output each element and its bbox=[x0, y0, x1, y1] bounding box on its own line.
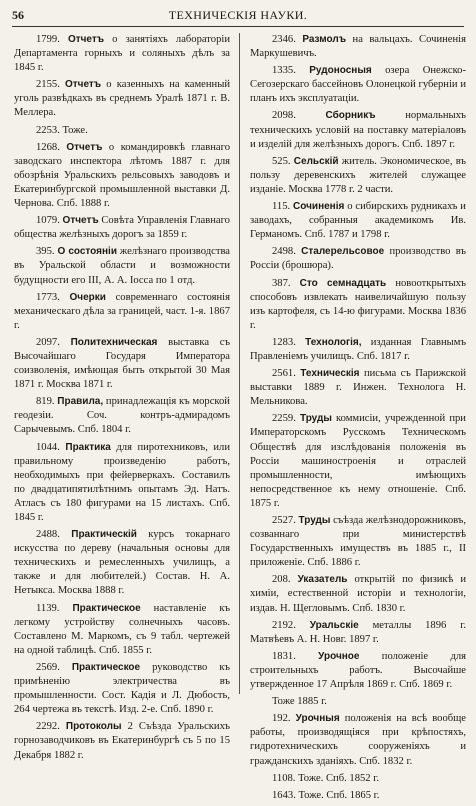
entry-keyword: Отчетъ bbox=[67, 34, 105, 45]
entry-number: 1831. bbox=[272, 650, 296, 662]
catalog-entry bbox=[250, 573, 466, 615]
entry-keyword: Сельскій bbox=[293, 155, 339, 167]
entry-number: 1773. bbox=[36, 291, 60, 303]
entry-text: изданная Главнымъ Правленіемъ училищъ. Спб. 1817 г. bbox=[250, 336, 466, 362]
catalog-entry bbox=[14, 78, 230, 120]
catalog-entry bbox=[14, 528, 230, 598]
catalog-entry bbox=[250, 33, 466, 61]
entry-keyword: Практическое bbox=[71, 661, 141, 673]
entry-keyword: О состояніи bbox=[57, 246, 117, 258]
catalog-entry bbox=[14, 141, 230, 211]
entry-number: 395. bbox=[36, 246, 55, 258]
entry-number: 2488. bbox=[36, 529, 60, 541]
entry-number: 2569. bbox=[36, 661, 60, 673]
catalog-entry bbox=[250, 772, 466, 786]
catalog-entry bbox=[250, 155, 466, 197]
entry-text: о командировкѣ главнаго заводскаго инспектора лѣтомъ 1887 г. для обозрѣнія Уральскихъ рельсовыхъ заводовъ и Екатеринбургской промышленной выставки Д. Чернова. Спб. 1888 г. bbox=[14, 141, 230, 210]
entry-text: о казенныхъ на каменный уголь развѣдкахъ въ среднемъ Уралѣ 1871 г. В. Меллера. bbox=[14, 79, 230, 119]
entry-keyword: Сталерельсовое bbox=[301, 246, 385, 258]
column-divider bbox=[239, 33, 240, 694]
entry-number: 819. bbox=[36, 396, 55, 408]
entry-keyword: Размолъ bbox=[302, 34, 347, 45]
entry-keyword: Указатель bbox=[297, 574, 348, 586]
catalog-entry bbox=[14, 661, 230, 717]
entry-text: 2 Съѣзда Уральскихъ горнозаводчиковъ въ Екатеринбургѣ съ 5 по 15 Декабря 1882 г. bbox=[14, 721, 230, 761]
entry-text: для пиротехниковъ, или правильному произведенію работъ, необходимыхъ при фейерверкахъ. Составилъ по двадцатипятилѣтнимъ опытамъ Эд. Натъ. Атласъ съ 180 фигурами на 15 листахъ. Спб. 1845 г. bbox=[14, 441, 230, 523]
entry-number: 1335. bbox=[272, 65, 296, 77]
catalog-entry bbox=[250, 619, 466, 647]
entry-text: письма съ Парижской выставки 1889 г. Инжен. Технолога Н. Мельникова. bbox=[250, 368, 466, 408]
entry-text: о занятіяхъ лабораторіи Департамента горныхъ и соляныхъ дѣлъ за 1845 г. bbox=[14, 34, 231, 74]
entry-number: 2561. bbox=[272, 368, 296, 380]
catalog-entry bbox=[250, 64, 466, 106]
entry-number: 1079. bbox=[36, 215, 60, 227]
entry-text: принадлежащія къ морской геодезіи. Соч. контръ-адмирадомъ Сарычевымъ. Спб. 1804 г. bbox=[14, 396, 230, 436]
entry-keyword: Очерки bbox=[69, 291, 106, 303]
entry-keyword: Рудоносныя bbox=[309, 65, 372, 77]
catalog-entry bbox=[14, 124, 230, 138]
catalog-entry bbox=[250, 712, 466, 768]
entry-number: 1283. bbox=[272, 336, 296, 348]
entry-text: желѣзнаго производства въ Уральской области и возможности будущности его III, А. А. Iосса по 1 отд. bbox=[14, 246, 231, 286]
entry-keyword: Отчетъ bbox=[62, 215, 99, 227]
entry-number: 1044. bbox=[36, 441, 60, 453]
entry-number: 1643. bbox=[272, 789, 296, 801]
entry-keyword: Сборникъ bbox=[325, 110, 376, 122]
catalog-entry bbox=[250, 336, 466, 364]
entry-keyword: Правила, bbox=[57, 396, 104, 408]
catalog-entry bbox=[14, 214, 230, 242]
catalog-entry bbox=[250, 412, 466, 511]
entry-number: 2498. bbox=[272, 246, 296, 258]
catalog-entry bbox=[250, 277, 466, 333]
catalog-entry bbox=[250, 695, 466, 709]
entry-text: современнаго состоянія механическаго дѣла за границей, част. 1-я. 1867 г. bbox=[14, 291, 230, 331]
catalog-entry bbox=[14, 245, 230, 287]
running-title: ТЕХНИЧЕСКІЯ НАУКИ. bbox=[168, 8, 308, 22]
entry-text: коммисіи, учрежденной при Императорскомъ Русскомъ Техническомъ Обществѣ для изслѣдованія положенія въ Россіи машиностроенія и отраслей промышленности, имѣющихъ непосредственное къ нему отношеніе. Спб. 1875 г. bbox=[250, 413, 466, 509]
right-column bbox=[250, 33, 466, 806]
catalog-entry bbox=[14, 602, 230, 658]
entry-number: 192. bbox=[272, 713, 291, 725]
catalog-entry bbox=[250, 245, 466, 273]
entry-keyword: Уральскіе bbox=[309, 619, 359, 631]
entry-text: озера Онежско-Сегозерскаго бассейновъ Олонецкой губерніи и планъ ихъ эксплуатаціи. bbox=[250, 65, 467, 105]
entry-text: Совѣта Управленія Главнаго общества желѣзныхъ дорогъ за 1859 г. bbox=[14, 215, 230, 241]
entry-keyword: Практика bbox=[65, 441, 111, 453]
catalog-entry bbox=[14, 33, 230, 75]
entry-number: 387. bbox=[272, 277, 291, 289]
entry-text: производство въ Россіи (брошюра). bbox=[250, 246, 466, 272]
entry-number: 2259. bbox=[272, 413, 296, 425]
entry-number: 2346. bbox=[272, 34, 296, 45]
entry-number: 1139. bbox=[36, 602, 60, 614]
catalog-entry bbox=[14, 291, 230, 333]
entry-keyword: Техническія bbox=[300, 368, 360, 380]
entry-text: Тоже. Спб. 1865 г. bbox=[298, 789, 380, 801]
catalog-entry bbox=[14, 336, 230, 392]
catalog-entry bbox=[14, 441, 230, 526]
entry-number: 1799. bbox=[36, 34, 60, 45]
entry-text: положенія на всѣ вообще работы, производящіяся при крѣпостяхъ, гидротехническихъ сооруженіяхъ и гражданскихъ зданіяхъ. Спб. 1832 г. bbox=[250, 713, 466, 767]
catalog-entry bbox=[250, 650, 466, 692]
catalog-entry bbox=[250, 514, 466, 570]
entry-number: 1108. bbox=[272, 772, 296, 784]
entry-text: на вальцахъ. Сочиненія Маркушевичъ. bbox=[250, 34, 466, 60]
catalog-entry bbox=[250, 367, 466, 409]
entry-number: 1268. bbox=[36, 141, 60, 153]
entry-number: 208. bbox=[272, 574, 291, 586]
entry-number: 2292. bbox=[36, 721, 60, 733]
entry-text: житель. Экономическое, въ пользу деревенскихъ жителей служащее изданіе. Москва 1778 г. 2 части. bbox=[250, 155, 466, 195]
entry-number: 2253. bbox=[36, 124, 60, 136]
entry-keyword: Сто семнадцать bbox=[299, 277, 387, 289]
entry-keyword: Технологія, bbox=[305, 336, 362, 348]
entry-text: металлы 1896 г. Матвѣевъ А. Н. Новг. 1897 г. bbox=[250, 619, 467, 645]
entry-keyword: Урочное bbox=[318, 650, 360, 662]
entry-keyword: Сочиненія bbox=[293, 201, 345, 213]
entry-number: 2192. bbox=[272, 619, 296, 631]
entry-text: Тоже. bbox=[62, 124, 88, 136]
catalog-entry bbox=[250, 200, 466, 242]
entry-text: руководство къ примѣненію электричества въ промышленности. Сост. Кадія и Л. Дюбость, 264 чертежа въ текстѣ. Изд. 2-е. Спб. 1890 г. bbox=[14, 661, 230, 716]
page-number: 56 bbox=[12, 8, 24, 22]
catalog-entry bbox=[250, 109, 466, 151]
entry-text: нормальныхъ техническихъ условій на поставку матеріаловъ и изделій для желѣзныхъ дорогъ. Спб. 1897 г. bbox=[250, 110, 466, 150]
entry-keyword: Урочныя bbox=[295, 713, 340, 725]
entry-number: 2097. bbox=[36, 336, 60, 348]
entry-number: 2098. bbox=[272, 110, 296, 122]
entry-keyword: Труды bbox=[298, 515, 331, 526]
entry-keyword: Отчетъ bbox=[66, 141, 103, 153]
entry-keyword: Политехническая bbox=[70, 336, 158, 348]
entry-keyword: Протоколы bbox=[65, 721, 122, 733]
catalog-entry bbox=[14, 395, 230, 437]
entry-text: Тоже. Спб. 1852 г. bbox=[298, 772, 380, 784]
entry-text: о сибирскихъ рудникахъ и заводахъ, собранныя академикомъ Ив. Германомъ. Спб. 1787 и 1798 г. bbox=[250, 201, 466, 241]
entry-text: Тоже 1885 г. bbox=[272, 696, 327, 708]
entry-keyword: Труды bbox=[299, 413, 332, 425]
header-rule bbox=[12, 26, 464, 27]
entry-text: наставленіе къ легкому устройству солнечныхъ часовъ. Составлено М. Маркомъ, съ 9 табл. чертежей на одной таблицѣ. Спб. 1855 г. bbox=[14, 602, 230, 656]
entry-number: 2155. bbox=[36, 79, 60, 91]
entry-text: открытій по физикѣ и химіи, естественной исторіи и технологіи, издав. Н. Щегловымъ. Спб. 1830 г. bbox=[250, 574, 466, 614]
left-column bbox=[14, 33, 230, 766]
entry-keyword: Отчетъ bbox=[65, 79, 102, 91]
entry-text: выставка съ Высочайшаго Государя Императора соизволенія, имѣющая быть открытой 30 Мая 1871 г. Москва 1871 г. bbox=[14, 336, 230, 391]
catalog-entry bbox=[250, 789, 466, 803]
catalog-entry bbox=[14, 720, 230, 762]
entry-keyword: Практическій bbox=[71, 529, 137, 541]
entry-text: курсъ токарнаго искусства по дереву (начальныя основы для техническихъ и ремесленныхъ училищъ, а также и для любителей.) Состав. Н. А. Нетыкса. Москва 1888 г. bbox=[14, 529, 230, 597]
entry-number: 525. bbox=[272, 155, 291, 167]
entry-text: съѣзда желѣзнодорожниковъ, созваннаго при министерствѣ Государственныхъ имуществъ въ 1885 г., II приложеніе. Спб. 1886 г. bbox=[250, 515, 466, 569]
entry-text: новооткрытыхъ способовъ извлекать наивеличайшую пользу изъ картофеля, съ 14-ю фигурами. Москва 1836 г. bbox=[250, 277, 466, 331]
entry-keyword: Практическое bbox=[72, 602, 141, 614]
entry-text: положеніе для строительныхъ работъ. Высочайше утвержденное 17 Апрѣля 1869 г. Спб. 1869 г. bbox=[250, 650, 466, 691]
entry-number: 115. bbox=[272, 201, 291, 213]
entry-number: 2527. bbox=[272, 515, 296, 526]
